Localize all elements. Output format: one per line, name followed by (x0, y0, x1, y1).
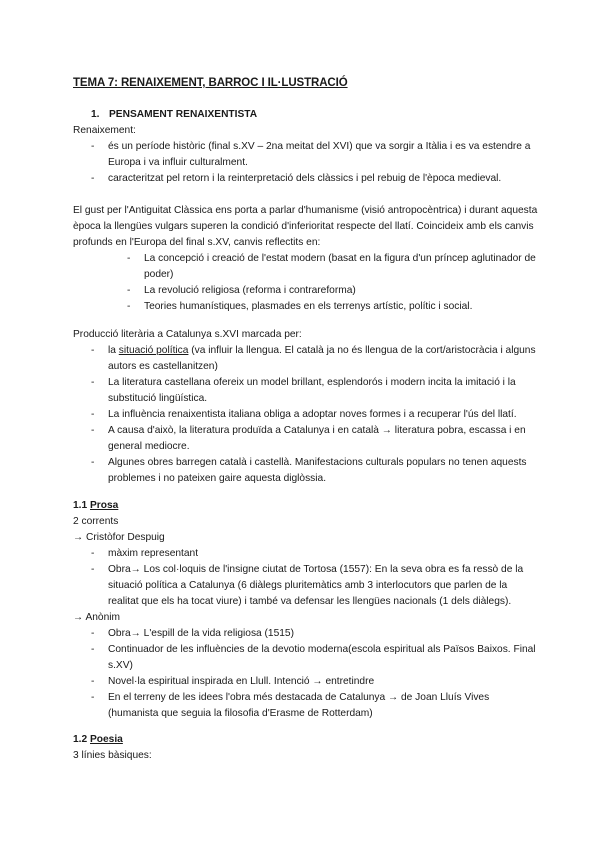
produccio-label: Producció literària a Catalunya s.XVI marcada per: (73, 329, 302, 340)
renaixement-block (73, 123, 540, 187)
author2-list (73, 626, 540, 722)
subsection-heading (73, 498, 540, 514)
author1-list (73, 546, 540, 610)
list-item: - La concepció i creació de l'estat modern (basat en la figura d'un príncep aglutinador de poder) (127, 251, 540, 283)
list-item (73, 343, 540, 375)
subsection-number: 1.1 (73, 500, 90, 511)
list-item: - caracteritzat pel retorn i la reinterpretació dels clàssics i pel rebuig de l'època medieval. (73, 171, 540, 187)
section-number: 1. (91, 109, 100, 120)
list-item: - és un període històric (final s.XV – 2na meitat del XVI) que va sorgir a Itàlia i es va estendre a Europa i va influir culturalment. (73, 139, 540, 171)
list-item-rest: (va influir la llengua. El català ja no és llengua de la cort/aristocràcia i alguns autors es castellanitzen) (108, 345, 536, 372)
list-item: - Continuador de les influències de la devotio moderna(escola espiritual als Països Baixos. Final s.XV) (73, 642, 540, 674)
underlined-term: situació política (118, 345, 189, 356)
produccio-block (73, 327, 540, 487)
poesia-block (73, 732, 540, 764)
canvis-list (73, 251, 540, 315)
subsection-number: 1.2 (73, 734, 90, 745)
list-item: - màxim representant (73, 546, 540, 562)
list-item: - Novel·la espiritual inspirada en Llull. Intenció → entretindre (73, 674, 540, 690)
section-title: PENSAMENT RENAIXENTISTA (109, 109, 258, 120)
subsection-title: Prosa (90, 500, 119, 511)
list-item: - Algunes obres barregen català i castellà. Manifestacions culturals populars no tenen aquests problemes i no pateixen gaire aquesta diglòssia. (73, 455, 540, 487)
subsection-title: Poesia (90, 734, 123, 745)
author-heading: → Anònim (73, 612, 120, 623)
author-heading: → Cristòfor Despuig (73, 532, 165, 543)
list-item: - Obra→ Los col·loquis de l'insigne ciutat de Tortosa (1557): En la seva obra es fa ressò de la situació política a Catalunya (6 diàlegs pluritemàtics amb 3 interlocutors que parlen de la realitat que els ha tocat viure) i també va defensar les llengües nacionals (1 dels diàlegs). (73, 562, 540, 610)
humanisme-block (73, 203, 540, 315)
intro-label: Renaixement: (73, 125, 136, 136)
prosa-block (73, 498, 540, 722)
subsection-sub: 3 línies bàsiques: (73, 750, 152, 761)
paragraph: El gust per l'Antiguitat Clàssica ens porta a parlar d'humanisme (visió antropocèntrica) i durant aquesta època la llengües vulgars superen la condició d'inferioritat respecte del llatí. Coincideix amb els canvis profunds en l'Europa del final s.XV, canvis reflectits en: (73, 205, 538, 248)
intro-list (73, 139, 540, 187)
list-item: - La influència renaixentista italiana obliga a adoptar noves formes i a recuperar l'ús del llatí. (73, 407, 540, 423)
subsection-heading (73, 732, 540, 748)
subsection-sub: 2 corrents (73, 516, 119, 527)
page-title: TEMA 7: RENAIXEMENT, BARROC I IL·LUSTRACIÓ (73, 77, 348, 89)
list-item: - La literatura castellana ofereix un model brillant, esplendorós i modern incita la imitació i la substitució lingüística. (73, 375, 540, 407)
list-item: - La revolució religiosa (reforma i contrareforma) (127, 283, 540, 299)
list-item: - A causa d'això, la literatura produïda a Catalunya i en català → literatura pobra, escassa i en general mediocre. (73, 423, 540, 455)
list-item: - Teories humanístiques, plasmades en els terrenys artístic, polític i social. (127, 299, 540, 315)
list-item: - En el terreny de les idees l'obra més destacada de Catalunya → de Joan Lluís Vives (humanista que seguia la filosofia d'Erasme de Rotterdam) (73, 690, 540, 722)
list-item-prefix: la (108, 345, 119, 356)
produccio-list (73, 343, 540, 487)
list-item: - Obra→ L'espill de la vida religiosa (1515) (73, 626, 540, 642)
